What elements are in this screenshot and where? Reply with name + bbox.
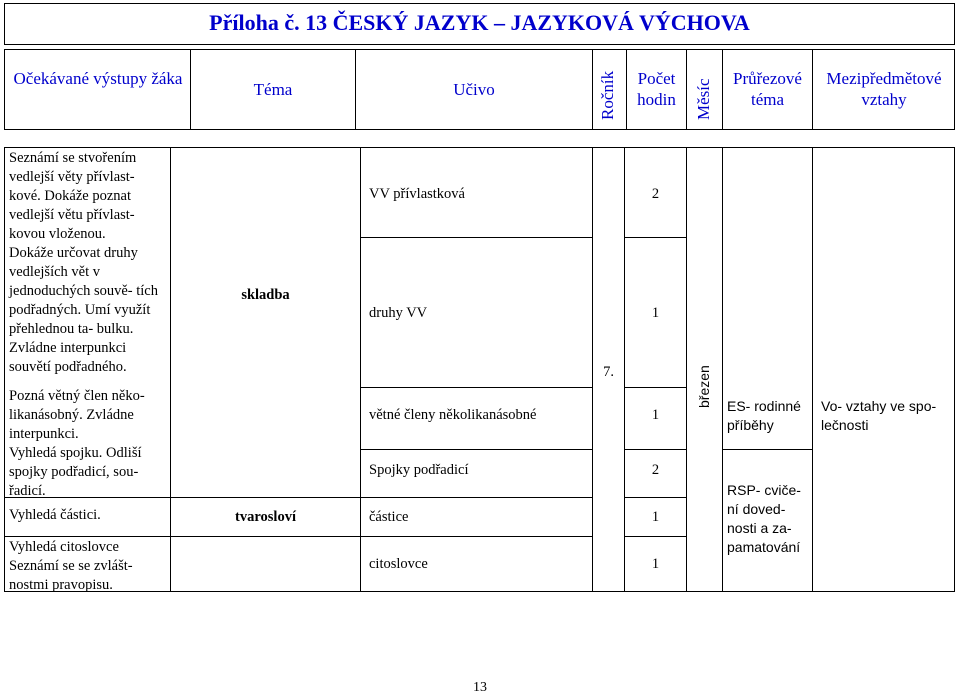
header-hours: Počet hodin: [637, 69, 676, 109]
header-topic: Téma: [253, 80, 293, 99]
hours-value: 1: [651, 407, 660, 423]
topic-label: skladba: [241, 287, 290, 303]
header-grade: Ročník: [598, 70, 617, 120]
row-divider: [360, 536, 592, 537]
row-divider: [360, 237, 592, 238]
outcome-text: Seznámí se stvořením vedlejší věty přívlast- kové. Dokáže poznat vedlejší větu přívlast- kovou vloženou.: [9, 150, 137, 242]
content-item: druhy VV: [369, 305, 428, 321]
header-content: Učivo: [453, 80, 495, 99]
outcome-text: Vyhledá spojku. Odliší spojky podřadicí, sou- řadicí.: [9, 445, 142, 499]
header-inter: Mezipředmětové vztahy: [826, 69, 942, 109]
row-divider: [624, 449, 686, 450]
row-divider: [4, 536, 170, 537]
page-title: Příloha č. 13 ČESKÝ JAZYK – JAZYKOVÁ VÝCHOVA: [209, 10, 750, 35]
col-divider: [686, 147, 687, 592]
header-divider: [686, 49, 687, 130]
topic-label: tvarosloví: [235, 509, 296, 525]
inter-relations: Vo- vztahy ve spo- lečnosti: [821, 398, 937, 433]
row-divider: [722, 449, 812, 450]
content-item: větné členy několikanásobné: [369, 407, 537, 423]
header-divider: [592, 49, 593, 130]
hours-value: 1: [651, 556, 660, 572]
cross-topic: RSP- cviče- ní doved- nosti a za- pamatování: [727, 482, 801, 555]
header-cross: Průřezové téma: [733, 69, 802, 109]
header-month: Měsíc: [694, 78, 713, 120]
hours-value: 2: [651, 462, 660, 478]
row-divider: [624, 536, 686, 537]
row-divider: [360, 449, 592, 450]
grade-value: 7.: [603, 364, 614, 380]
content-item: VV přívlastková: [369, 186, 465, 202]
col-divider: [360, 147, 361, 592]
hours-value: 1: [651, 509, 660, 525]
month-value: březen: [696, 365, 712, 408]
row-divider: [360, 497, 592, 498]
content-item: částice: [369, 509, 409, 525]
row-divider: [170, 497, 360, 498]
cross-topic: ES- rodinné příběhy: [727, 398, 801, 433]
header-outcomes: Očekávané výstupy žáka: [13, 69, 183, 88]
col-divider: [812, 147, 813, 592]
content-item: Spojky podřadicí: [369, 462, 469, 478]
content-item: citoslovce: [369, 556, 428, 572]
hours-value: 2: [651, 186, 660, 202]
row-divider: [624, 237, 686, 238]
row-divider: [624, 387, 686, 388]
row-divider: [170, 536, 360, 537]
hours-value: 1: [651, 305, 660, 321]
outcome-text: Pozná větný člen něko- likanásobný. Zvládne interpunkci.: [9, 388, 145, 442]
outcome-text: Vyhledá částici.: [9, 507, 101, 523]
outcome-text: Dokáže určovat druhy vedlejších vět v jednoduchých souvě- tích podřadných. Umí využít přehlednou ta- bulku. Zvládne interpunkci souvětí podřadného.: [9, 245, 158, 375]
page-number: 13: [473, 680, 487, 695]
outcome-text: Vyhledá citoslovce Seznámí se se zvlášt- nostmi pravopisu.: [9, 539, 133, 593]
col-divider: [722, 147, 723, 592]
row-divider: [624, 497, 686, 498]
row-divider: [360, 387, 592, 388]
